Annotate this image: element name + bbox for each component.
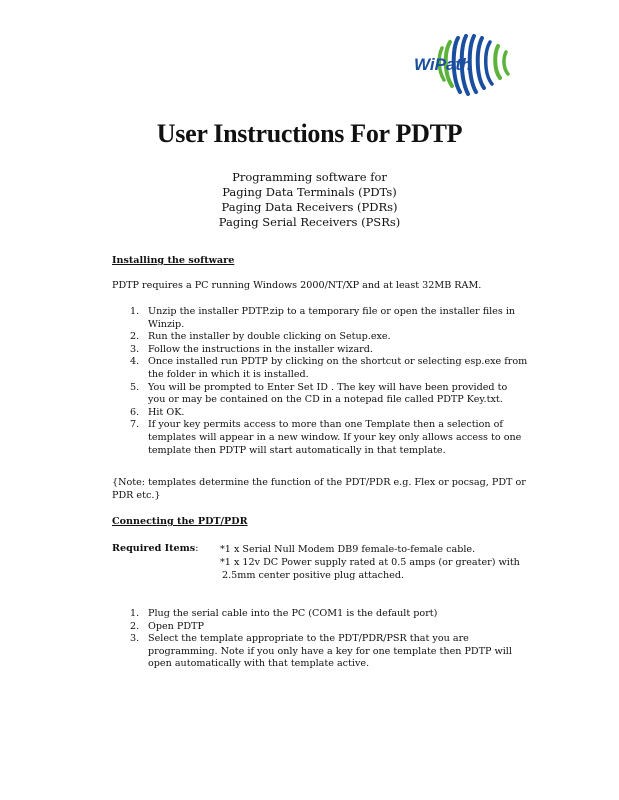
- subtitle-line: Paging Data Terminals (PDTs): [222, 185, 397, 199]
- list-item: [0, 608, 512, 621]
- list-number: 2.: [130, 331, 140, 343]
- list-item: [0, 382, 527, 407]
- list-text: Select the template appropriate to the PDT/PDR/PSR that you are: [148, 633, 469, 645]
- list-number: 3.: [130, 343, 140, 355]
- list-number: 5.: [130, 381, 140, 393]
- list-item: [0, 633, 512, 671]
- note-line: {Note: templates determine the function of the PDT/PDR e.g. Flex or pocsag, PDT or: [112, 477, 526, 488]
- list-item: [0, 356, 527, 381]
- list-item: [0, 419, 527, 457]
- install-intro: PDTP requires a PC running Windows 2000/NT/XP and at least 32MB RAM.: [112, 280, 482, 291]
- list-text: You will be prompted to Enter Set ID . The key will have been provided to: [148, 381, 508, 393]
- required-item: *1 x 12v DC Power supply rated at 0.5 amps (or greater) with: [220, 557, 520, 568]
- required-items-label-text: Required Items: [112, 543, 196, 554]
- list-number: 3.: [130, 633, 140, 645]
- page-title: User Instructions For PDTP: [156, 119, 463, 148]
- list-number: 1.: [130, 608, 140, 619]
- note-line: PDR etc.}: [112, 489, 161, 501]
- list-item: [0, 331, 527, 344]
- required-item: *1 x Serial Null Modem DB9 female-to-female cable.: [220, 544, 476, 555]
- list-item: [0, 621, 512, 634]
- connect-steps-list: [0, 608, 512, 671]
- list-text: you or may be contained on the CD in a notepad file called PDTP Key.txt.: [148, 394, 503, 406]
- list-text: template then PDTP will start automatically in that template.: [148, 444, 446, 456]
- list-text: Plug the serial cable into the PC (COM1 is the default port): [148, 608, 438, 619]
- list-item: [0, 344, 527, 357]
- subtitle-line: Programming software for: [232, 170, 387, 184]
- required-items-list: [220, 543, 520, 582]
- list-text: open automatically with that template active.: [148, 658, 370, 670]
- connect-heading: Connecting the PDT/PDR: [112, 516, 248, 527]
- list-text: If your key permits access to more than one Template then a selection of: [148, 419, 503, 431]
- list-text: Unzip the installer PDTP.zip to a temporary file or open the installer files in: [148, 306, 516, 317]
- subtitle-line: Paging Data Receivers (PDRs): [221, 200, 398, 214]
- list-number: 2.: [130, 620, 140, 632]
- list-number: 4.: [130, 356, 140, 368]
- wipath-logo: [408, 28, 512, 100]
- list-text: templates will appear in a new window. If your key only allows access to one: [148, 431, 522, 443]
- list-text: the folder in which it is installed.: [148, 368, 309, 380]
- required-item: 2.5mm center positive plug attached.: [222, 570, 405, 581]
- list-text: programming. Note if you only have a key for one template then PDTP will: [148, 645, 512, 657]
- install-steps-list: [0, 306, 527, 457]
- list-number: 1.: [130, 306, 140, 317]
- list-text: Follow the instructions in the installer wizard.: [148, 343, 373, 355]
- list-number: 6.: [130, 406, 140, 418]
- required-items-label: [112, 543, 198, 554]
- logo-wordmark: WiPath: [414, 55, 472, 74]
- subtitle-block: [0, 170, 619, 230]
- subtitle-line: Paging Serial Receivers (PSRs): [218, 215, 401, 229]
- install-note: [112, 477, 526, 502]
- list-item: [0, 306, 527, 331]
- list-item: [0, 407, 527, 420]
- list-text: Run the installer by double clicking on Setup.exe.: [148, 331, 391, 343]
- install-heading: Installing the software: [112, 255, 235, 266]
- list-text: Winzip.: [148, 318, 185, 330]
- list-text: Open PDTP: [148, 620, 204, 632]
- list-number: 7.: [130, 419, 140, 431]
- list-text: Once installed run PDTP by clicking on the shortcut or selecting esp.exe from: [148, 356, 528, 368]
- list-text: Hit OK.: [148, 406, 185, 418]
- required-items-colon: :: [195, 543, 199, 554]
